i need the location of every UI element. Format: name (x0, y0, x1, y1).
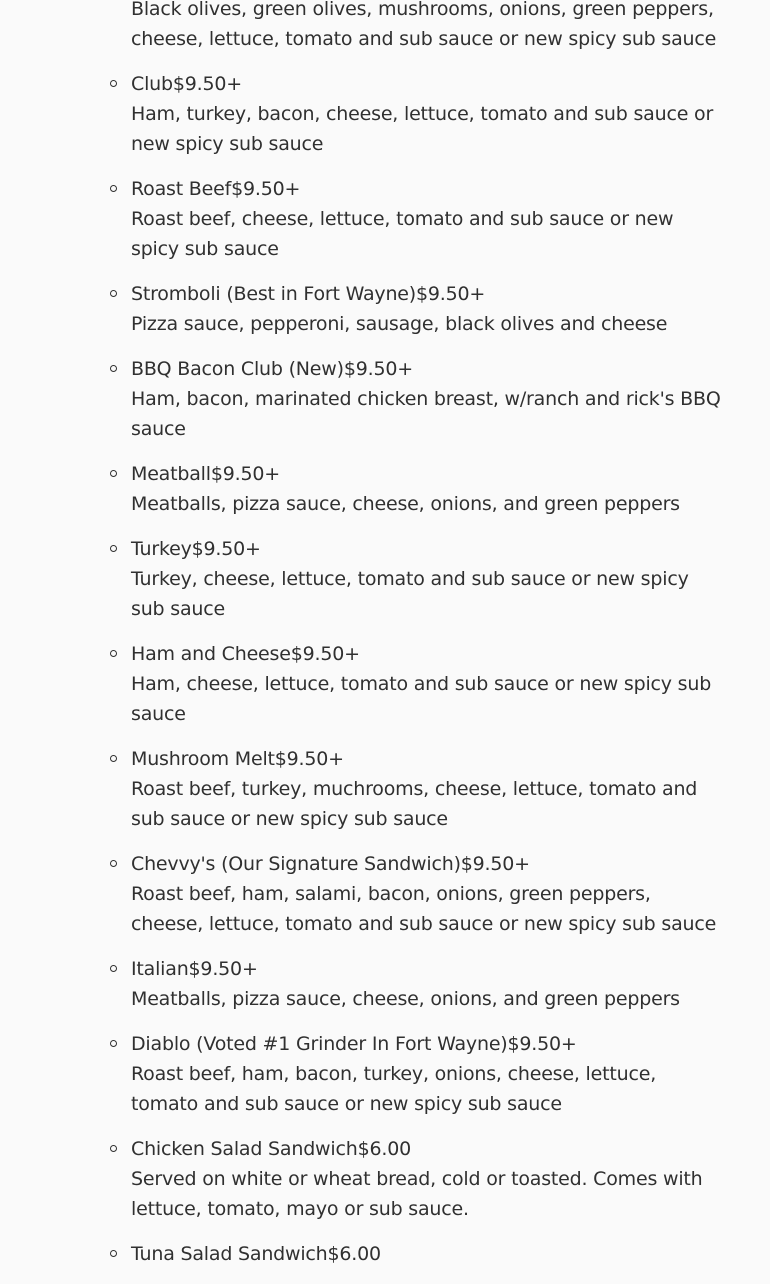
item-name: Tuna Salad Sandwich (131, 1243, 328, 1265)
menu-item (0, 354, 770, 444)
item-price: $9.50+ (290, 643, 360, 665)
menu-item (0, 849, 770, 939)
item-title (131, 1029, 724, 1059)
item-price: $9.50+ (210, 463, 280, 485)
item-description: Ham, bacon, marinated chicken breast, w/ranch and rick's BBQ sauce (131, 388, 721, 440)
item-price: $9.50+ (231, 178, 301, 200)
item-title (131, 534, 724, 564)
bullet-icon (110, 290, 117, 297)
item-description: Black olives, green olives, mushrooms, onions, green peppers, cheese, lettuce, tomato and sub sauce or new spicy sub sauce (131, 0, 717, 50)
bullet-icon (110, 860, 117, 867)
item-description: Roast beef, ham, salami, bacon, onions, green peppers, cheese, lettuce, tomato and sub sauce or new spicy sub sauce (131, 883, 717, 935)
item-description: Roast beef, cheese, lettuce, tomato and sub sauce or new spicy sub sauce (131, 208, 674, 260)
item-title (131, 639, 724, 669)
menu-item (0, 534, 770, 624)
item-title (131, 954, 724, 984)
menu-item (0, 1029, 770, 1119)
bullet-icon (110, 80, 117, 87)
item-title (131, 849, 724, 879)
item-name: Ham and Cheese (131, 643, 291, 665)
menu-item (0, 459, 770, 519)
item-name: Stromboli (Best in Fort Wayne) (131, 283, 416, 305)
item-description: Meatballs, pizza sauce, cheese, onions, and green peppers (131, 988, 680, 1010)
item-name: Mushroom Melt (131, 748, 275, 770)
item-description: Ham, turkey, bacon, cheese, lettuce, tomato and sub sauce or new spicy sub sauce (131, 103, 714, 155)
item-name: Meatball (131, 463, 211, 485)
item-price: $9.50+ (415, 283, 486, 305)
item-title (131, 279, 724, 309)
item-name: Diablo (Voted #1 Grinder In Fort Wayne) (131, 1033, 508, 1055)
item-description: Roast beef, turkey, muchrooms, cheese, lettuce, tomato and sub sauce or new spicy sub sauce (131, 778, 698, 830)
menu-item (0, 69, 770, 159)
item-price: $9.50+ (460, 853, 530, 875)
item-title (131, 1134, 724, 1164)
item-name: BBQ Bacon Club (New) (131, 358, 344, 380)
menu-item (0, 1134, 770, 1224)
item-price: $9.50+ (191, 538, 261, 560)
item-description: Ham, cheese, lettuce, tomato and sub sauce or new spicy sub sauce (131, 673, 712, 725)
item-title (131, 174, 724, 204)
item-title (131, 459, 724, 489)
menu-item (0, 279, 770, 339)
item-price: $9.50+ (343, 358, 413, 380)
item-price: $9.50+ (274, 748, 344, 770)
bullet-icon (110, 185, 117, 192)
menu-item (0, 954, 770, 1014)
bullet-icon (110, 545, 117, 552)
bullet-icon (110, 1145, 117, 1152)
item-title (131, 1239, 724, 1269)
menu-item (0, 0, 770, 54)
item-description: Turkey, cheese, lettuce, tomato and sub sauce or new spicy sub sauce (131, 568, 689, 620)
item-price: $9.50+ (507, 1033, 577, 1055)
item-description: Meatballs, pizza sauce, cheese, onions, and green peppers (131, 493, 680, 515)
bullet-icon (110, 650, 117, 657)
item-description: Roast beef, ham, bacon, turkey, onions, cheese, lettuce, tomato and sub sauce or new spicy sub sauce (131, 1063, 657, 1115)
bullet-icon (110, 1040, 117, 1047)
menu-item (0, 1239, 770, 1269)
item-title (131, 69, 724, 99)
item-description: Pizza sauce, pepperoni, sausage, black olives and cheese (131, 313, 668, 335)
bullet-icon (110, 365, 117, 372)
item-name: Chevvy's (Our Signature Sandwich) (131, 853, 461, 875)
item-name: Club (131, 73, 173, 95)
bullet-icon (110, 755, 117, 762)
menu-item (0, 744, 770, 834)
bullet-icon (110, 1250, 117, 1257)
bullet-icon (110, 470, 117, 477)
item-name: Roast Beef (131, 178, 232, 200)
item-name: Turkey (131, 538, 192, 560)
menu-item (0, 174, 770, 264)
menu-item (0, 639, 770, 729)
item-price: $6.00 (357, 1138, 411, 1160)
item-price: $6.00 (327, 1243, 381, 1265)
item-name: Chicken Salad Sandwich (131, 1138, 358, 1160)
item-title (131, 354, 724, 384)
item-price: $9.50+ (188, 958, 258, 980)
item-price: $9.50+ (172, 73, 242, 95)
item-name: Italian (131, 958, 189, 980)
item-title (131, 744, 724, 774)
bullet-icon (110, 965, 117, 972)
item-description: Served on white or wheat bread, cold or toasted. Comes with lettuce, tomato, mayo or sub sauce. (131, 1168, 703, 1220)
